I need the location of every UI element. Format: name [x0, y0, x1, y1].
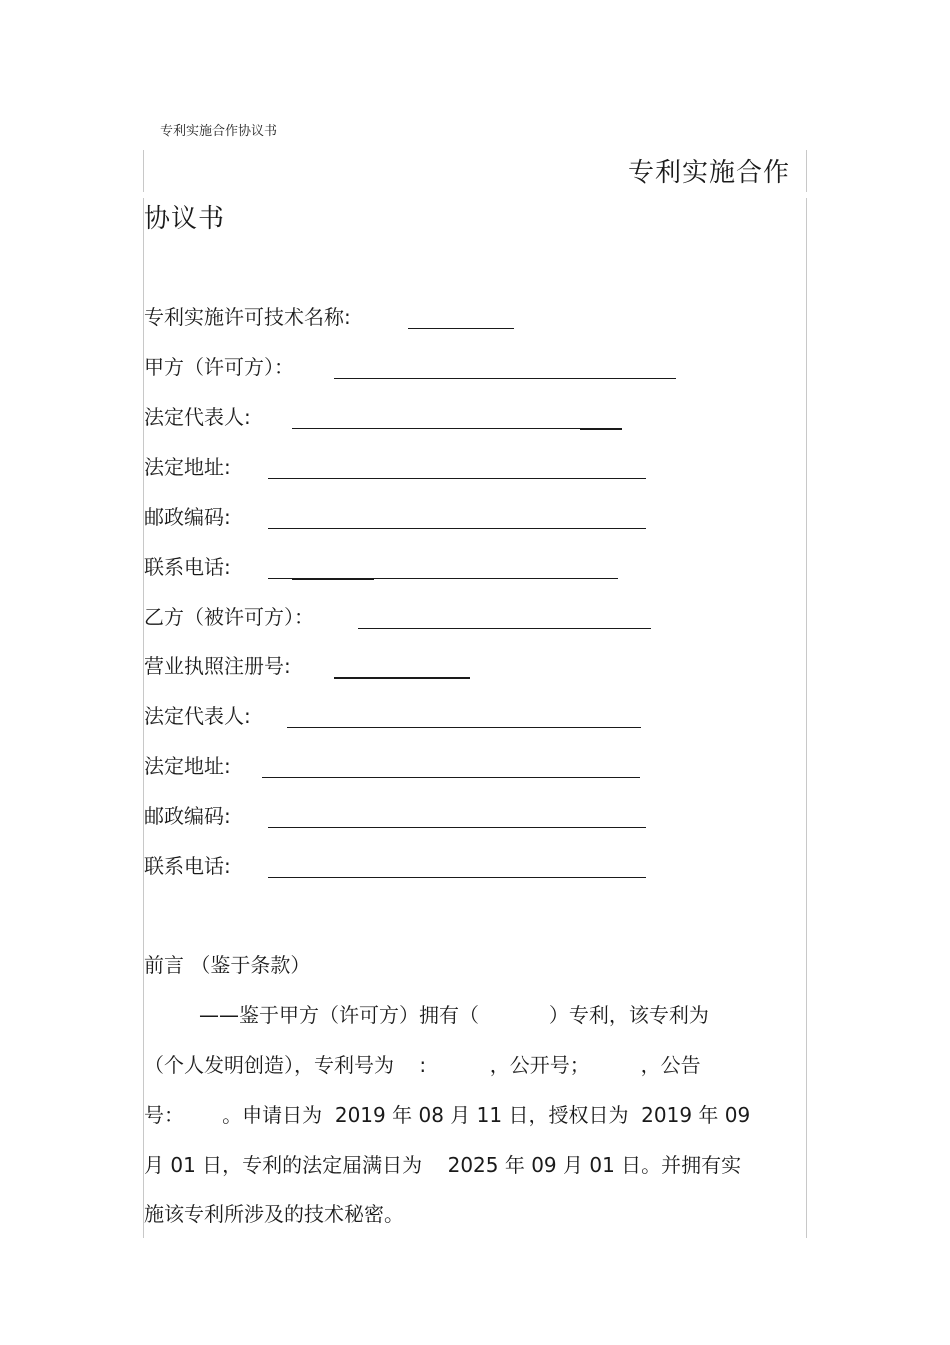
field-label: 甲方（许可方）：	[144, 355, 294, 379]
frame-left-top	[143, 150, 144, 192]
fill-blank[interactable]	[358, 628, 651, 629]
preface-line-2: （个人发明创造），专利号为 : ，公开号； ，公告	[144, 1053, 701, 1077]
field-label: 联系电话:	[144, 854, 231, 878]
field-b-representative	[144, 701, 251, 731]
field-b-license	[144, 651, 291, 681]
fill-blank[interactable]	[268, 478, 646, 479]
fill-blank[interactable]	[334, 677, 470, 679]
field-label: 营业执照注册号:	[144, 654, 291, 678]
preface-line-1: ——鉴于甲方（许可方）拥有（ ）专利，该专利为	[199, 1003, 709, 1027]
field-label: 乙方（被许可方）：	[144, 605, 314, 629]
frame-right-top	[806, 150, 807, 192]
fill-blank[interactable]	[262, 777, 640, 778]
field-label: 法定代表人:	[144, 704, 251, 728]
field-b-postcode	[144, 801, 231, 831]
preface-title: 前言 （鉴于条款）	[144, 953, 311, 977]
fill-blank[interactable]	[292, 428, 580, 429]
fill-blank-segment	[292, 578, 374, 580]
fill-blank[interactable]	[408, 328, 514, 329]
fill-blank[interactable]	[268, 877, 646, 878]
fill-blank-extension	[580, 428, 622, 430]
field-party-a	[144, 352, 294, 382]
fill-blank[interactable]	[287, 727, 641, 728]
preface-line-5: 施该专利所涉及的技术秘密。	[144, 1202, 404, 1226]
field-a-address	[144, 452, 231, 482]
fill-blank[interactable]	[334, 378, 676, 379]
field-b-address	[144, 751, 231, 781]
field-label: 法定代表人:	[144, 405, 251, 429]
field-label: 专利实施许可技术名称:	[144, 305, 351, 329]
field-label: 法定地址:	[144, 754, 231, 778]
fill-blank[interactable]	[268, 528, 646, 529]
field-a-phone	[144, 552, 231, 582]
field-label: 邮政编码:	[144, 505, 231, 529]
document-title-part2: 协议书	[144, 204, 226, 234]
field-a-representative	[144, 402, 251, 432]
frame-right-main	[806, 198, 807, 1238]
field-b-phone	[144, 851, 231, 881]
document-title-part1: 专利实施合作	[627, 158, 790, 188]
field-a-postcode	[144, 502, 231, 532]
field-label: 法定地址:	[144, 455, 231, 479]
field-tech-name	[144, 302, 351, 332]
page-header: 专利实施合作协议书	[160, 124, 278, 139]
preface-line-4: 月 01 日，专利的法定届满日为 2025 年 09 月 01 日。并拥有实	[144, 1153, 742, 1177]
fill-blank[interactable]	[268, 827, 646, 828]
field-label: 邮政编码:	[144, 804, 231, 828]
field-label: 联系电话:	[144, 555, 231, 579]
field-party-b	[144, 602, 314, 632]
preface-line-3: 号： 。申请日为 2019 年 08 月 11 日，授权日为 2019 年 09	[144, 1103, 751, 1127]
